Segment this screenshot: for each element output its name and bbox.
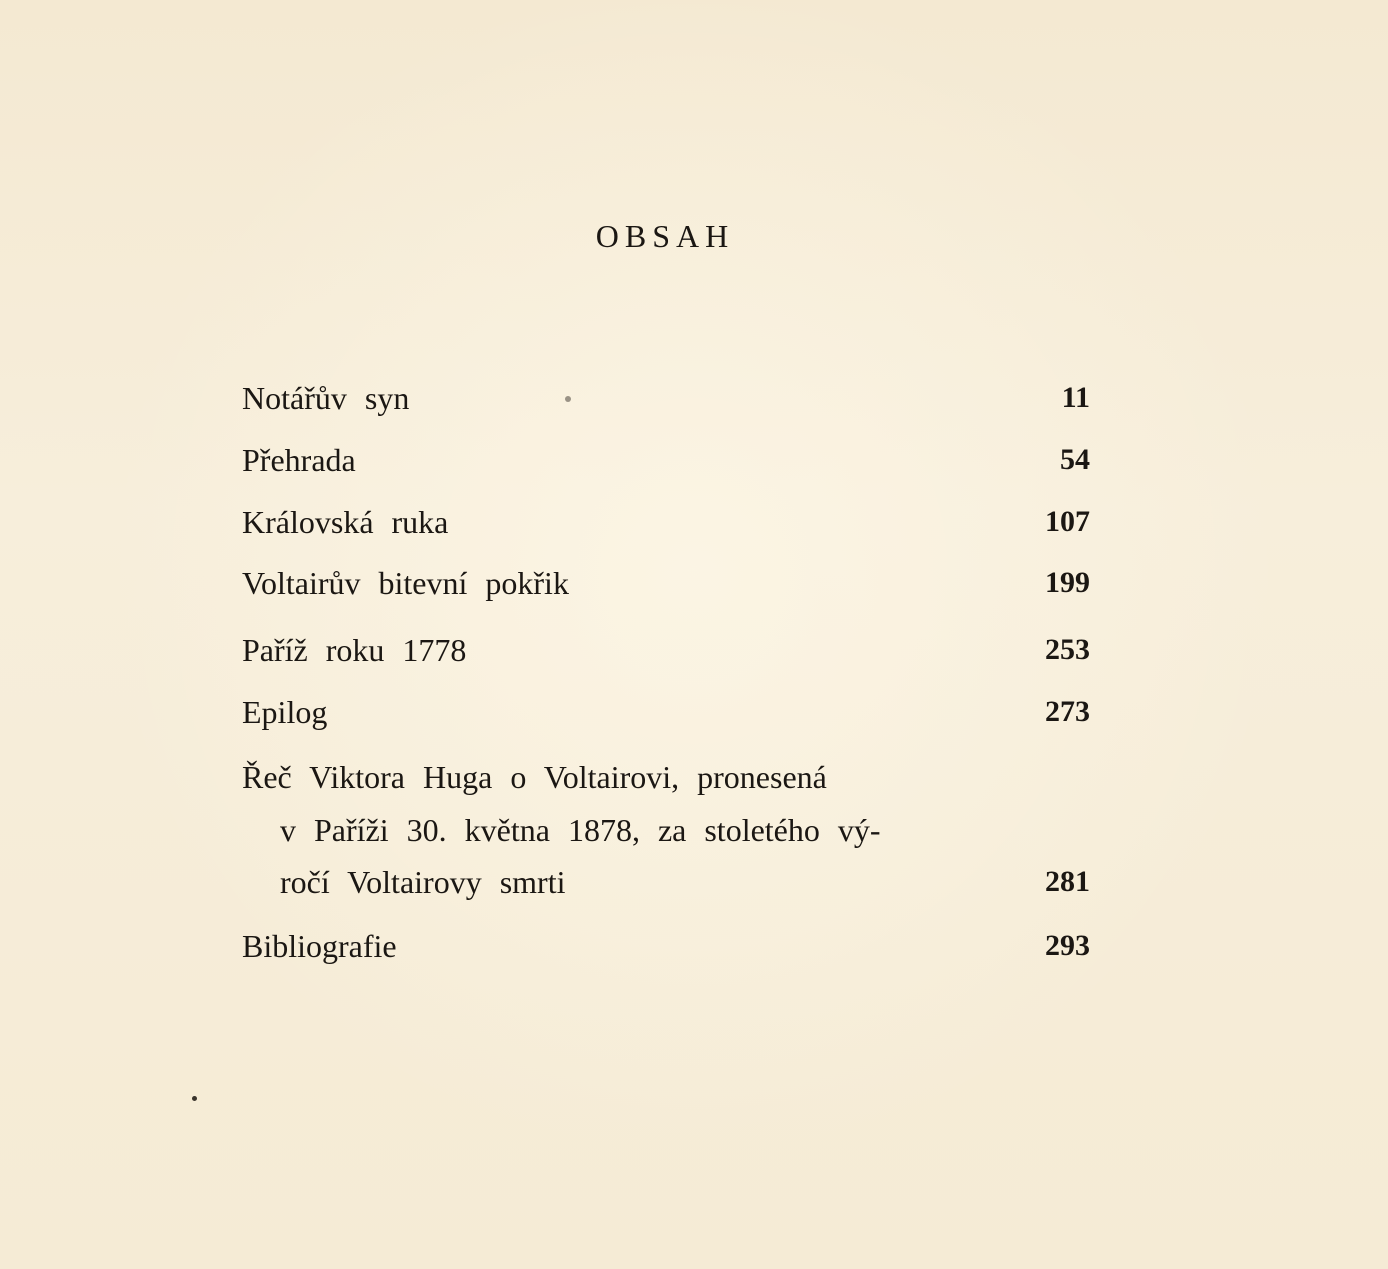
toc-entry-title: Královská ruka: [242, 504, 449, 540]
toc-entry-page: 253: [1045, 633, 1090, 666]
toc-entry-page: 107: [1045, 505, 1090, 538]
toc-entry-title: Bibliografie: [242, 928, 397, 964]
toc-entry-page: 293: [1045, 929, 1090, 962]
page-title: OBSAH: [595, 218, 735, 254]
ink-speck: [192, 1096, 197, 1101]
ink-speck: [565, 396, 571, 402]
toc-entry-page: 273: [1045, 695, 1090, 728]
toc-entry-title: Přehrada: [242, 442, 356, 478]
table-of-contents: [242, 0, 1092, 1269]
toc-entry-page: 11: [1061, 381, 1090, 414]
toc-entry-continuation: v Paříži 30. května 1878, za stoletého vý-: [280, 812, 881, 848]
toc-entry-title: Paříž roku 1778: [242, 632, 467, 668]
toc-entry-page: 199: [1045, 566, 1090, 599]
toc-entry-title: Epilog: [242, 694, 328, 730]
toc-entry-page: 54: [1060, 443, 1090, 476]
toc-entry-title: Voltairův bitevní pokřik: [242, 565, 569, 601]
toc-entry-page: 281: [1045, 865, 1090, 898]
toc-entry-title: Notářův syn: [242, 380, 410, 416]
toc-entry-continuation: ročí Voltairovy smrti: [280, 864, 566, 900]
toc-entry-title: Řeč Viktora Huga o Voltairovi, pronesená: [242, 759, 827, 795]
